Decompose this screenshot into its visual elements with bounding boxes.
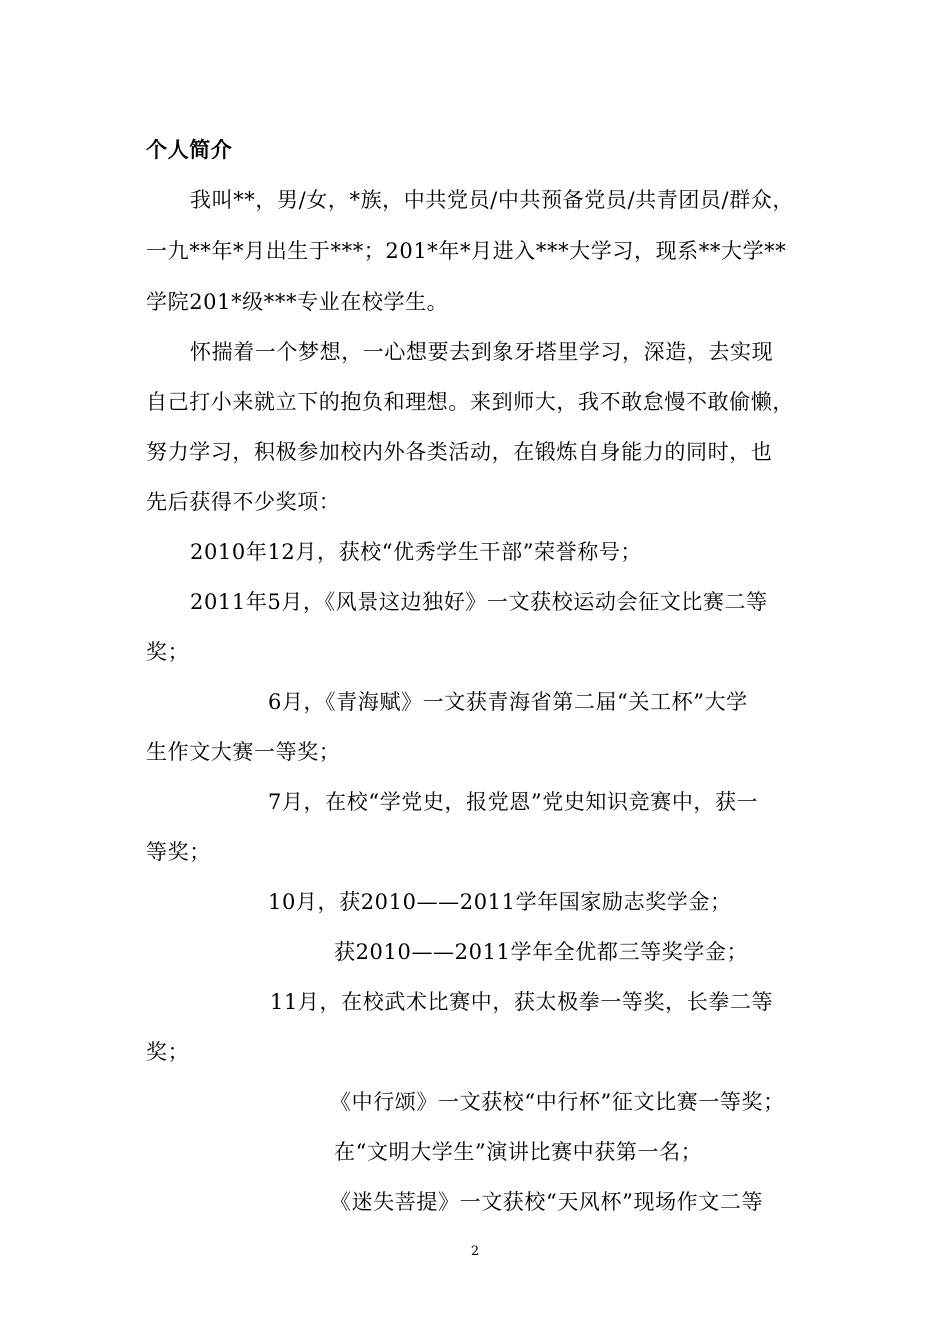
dream-line-2: 自己打小来就立下的抱负和理想。来到师大，我不敢怠慢不敢偷懒，: [146, 390, 794, 414]
award-line-9: 获2010——2011学年全优都三等奖学金；: [334, 940, 749, 964]
dream-line-4: 先后获得不少奖项：: [146, 490, 341, 514]
page-number: 2: [470, 1244, 480, 1259]
award-line-5: 生作文大赛一等奖；: [146, 740, 341, 764]
page-title: 个人简介: [146, 137, 233, 162]
award-line-13: 在“文明大学生”演讲比赛中获第一名；: [334, 1140, 703, 1164]
award-line-7: 等奖；: [146, 840, 211, 864]
award-line-11: 奖；: [146, 1040, 190, 1064]
intro-line-1: 我叫**，男/女，*族，中共党员/中共预备党员/共青团员/群众，: [190, 188, 794, 212]
award-line-14: 《迷失菩提》一文获校“天风杯”现场作文二等: [330, 1190, 764, 1214]
award-line-3: 奖；: [146, 640, 190, 664]
dream-line-1: 怀揣着一个梦想，一心想要去到象牙塔里学习，深造，去实现: [190, 340, 774, 364]
intro-line-2: 一九**年*月出生于***；201*年*月进入***大学习，现系**大学**: [146, 239, 787, 263]
dream-line-3: 努力学习，积极参加校内外各类活动，在锻炼自身能力的同时，也: [146, 440, 773, 464]
award-line-4: 6月，《青海赋》一文获青海省第二届“关工杯”大学: [268, 690, 748, 714]
award-line-8: 10月，获2010——2011学年国家励志奖学金；: [268, 890, 732, 914]
intro-line-3: 学院201*级***专业在校学生。: [146, 290, 449, 314]
award-line-2: 2011年5月，《风景这边独好》一文获校运动会征文比赛二等: [190, 590, 768, 614]
award-line-10: 11月，在校武术比赛中，获太极拳一等奖，长拳二等: [270, 990, 774, 1014]
award-line-1: 2010年12月，获校“优秀学生干部”荣誉称号；: [190, 540, 643, 564]
award-line-12: 《中行颂》一文获校“中行杯”征文比赛一等奖；: [330, 1090, 785, 1114]
award-line-6: 7月，在校“学党史，报党恩”党史知识竞赛中，获一: [268, 790, 759, 814]
